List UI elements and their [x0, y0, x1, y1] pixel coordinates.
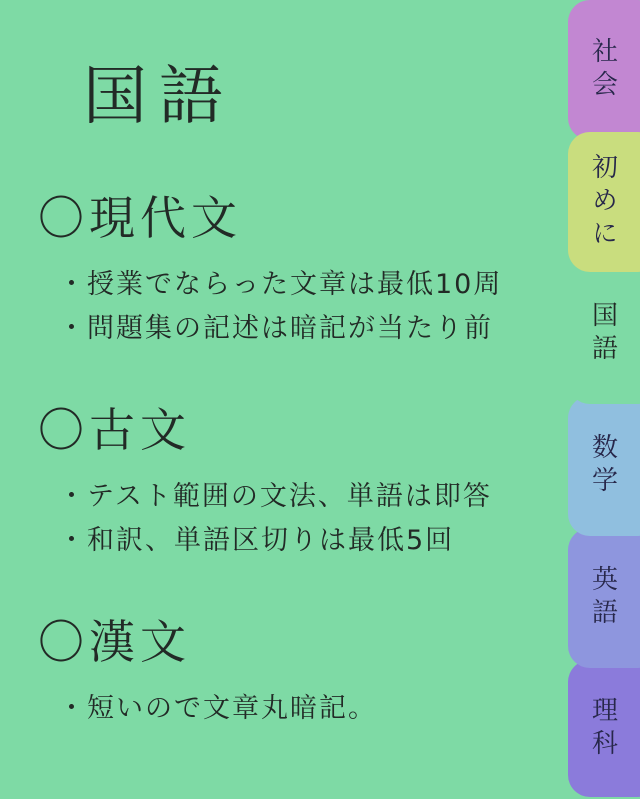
- section-heading-chinese-classics: 〇漢文: [38, 615, 191, 670]
- tab-introduction[interactable]: [568, 132, 640, 272]
- bullet-list: [38, 263, 560, 351]
- bullet-item: ・授業でならった文章は最低10周: [58, 269, 503, 301]
- page-title: 国語: [83, 60, 235, 134]
- tab-social-studies-label: 社会: [587, 37, 618, 103]
- section-heading-modern-japanese: 〇現代文: [38, 191, 242, 246]
- bullet-item: ・短いので文章丸暗記。: [58, 693, 377, 725]
- tab-english[interactable]: [568, 528, 640, 668]
- bullet-item: ・和訳、単語区切りは最低5回: [58, 525, 455, 557]
- tab-japanese[interactable]: [568, 264, 640, 404]
- section-chinese-classics: [38, 611, 560, 731]
- section-classical-japanese: [38, 399, 560, 563]
- bullet-list: [38, 687, 560, 731]
- bullet-item: ・テスト範囲の文法、単語は即答: [58, 481, 492, 513]
- tab-science-label: 理科: [587, 695, 618, 762]
- tab-science[interactable]: [568, 660, 640, 797]
- tab-social-studies[interactable]: [568, 0, 640, 140]
- tab-english-label: 英語: [587, 565, 618, 631]
- section-modern-japanese: [38, 187, 560, 351]
- tab-math-label: 数学: [587, 433, 618, 499]
- bullet-list: [38, 475, 560, 563]
- bullet-item: ・問題集の記述は暗記が当たり前: [58, 313, 493, 345]
- tab-introduction-label: 初めに: [587, 152, 618, 252]
- tab-math[interactable]: [568, 396, 640, 536]
- section-heading-classical-japanese: 〇古文: [38, 403, 191, 458]
- tab-japanese-label: 国語: [587, 301, 618, 367]
